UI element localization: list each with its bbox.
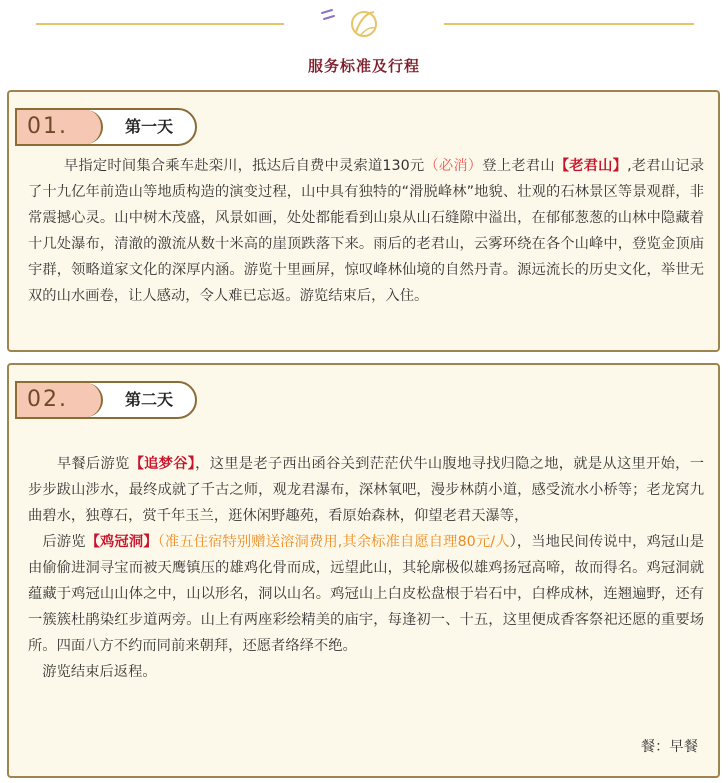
day1-card <box>7 90 720 352</box>
day2-p1-text-a: 早餐后游览 <box>56 456 130 472</box>
top-divider-left <box>36 23 284 25</box>
day2-card <box>7 363 720 778</box>
day2-p1-text-c: ，这里是老子西出函谷关到茫茫伏牛山腹地寻找归隐之地，就是从这里开始，一步步跋山涉水，最终成就了千古之师，观龙君瀑布，深林氧吧，漫步林荫小道，感受流水小桥等；老龙窝九曲碧水，独尊石，赏千年玉兰，逛休闲野趣苑，看原始森林，仰望老君天瀑等， <box>28 456 704 524</box>
section-title: 服务标准及行程 <box>307 57 420 75</box>
day1-label: 第一天 <box>124 117 173 136</box>
day1-required-note: （必消） <box>424 158 483 174</box>
day2-number: 02. <box>17 383 103 417</box>
top-divider-right <box>444 23 694 25</box>
day1-text-c: 登上老君山 <box>482 158 555 174</box>
day2-label: 第二天 <box>124 390 173 409</box>
day2-p3-text: 游览结束后返程。 <box>42 664 157 680</box>
day1-number: 01. <box>17 110 103 144</box>
day1-badge <box>15 108 197 146</box>
day2-badge <box>15 381 197 419</box>
day2-p2-text-e: ），当地民间传说中，鸡冠山是由偷偷进洞寻宝而被天鹰镇压的雄鸡化骨而成，远望此山，其轮廓极似雄鸡扬冠高啼，故而得名。鸡冠洞就蕴藏于鸡冠山山体之中，山以形名，洞以山名。鸡冠山上白皮松盘根于岩石中，白桦成林，连翘遍野，还有一簇簇杜鹃染红步道两旁。山上有两座彩绘精美的庙宇，每逢初一、十五，这里便成香客祭祀还愿的重要场所。四面八方不约而同前来朝拜，还愿者络绎不绝。 <box>28 534 705 654</box>
day2-p2-text-a: 后游览 <box>42 534 86 550</box>
day2-highlight-jiguandong: 【鸡冠洞】 <box>85 534 158 550</box>
day2-meal-info: 餐：早餐 <box>640 739 698 755</box>
day1-highlight-laojunshan: 【老君山】 <box>554 158 628 174</box>
day2-fee-note: 准五住宿特别赠送溶洞费用,其余标准自愿自理80元/人 <box>164 534 510 550</box>
day1-description <box>28 153 704 309</box>
day2-highlight-zhuimenggu: 【追梦谷】 <box>129 456 196 472</box>
decorative-swirl-icon <box>316 2 388 42</box>
day2-description <box>28 451 704 685</box>
day1-text-a: 早指定时间集合乘车赴栾川，抵达后自费中灵索道130元 <box>63 158 425 174</box>
day1-text-e: ,老君山记录了十九亿年前造山等地质构造的演变过程，山中具有独特的“滑脱峰林”地貌、壮观的石林景区等景观群，非常震撼心灵。山中树木茂盛，风景如画，处处都能看到山泉从山石缝隙中溢出，在郁郁葱葱的山林中隐藏着十几处瀑布，清澈的激流从数十米高的崖顶跌落下来。雨后的老君山，云雾环绕在各个山峰中，登览金顶庙宇群，领略道家文化的深厚内涵。游览十里画屏，惊叹峰林仙境的自然丹青。源远流长的历史文化，举世无双的山水画卷，让人感动，令人难已忘返。游览结束后，入住。 <box>28 158 705 304</box>
day2-p2-paren-open: （ <box>157 534 165 550</box>
